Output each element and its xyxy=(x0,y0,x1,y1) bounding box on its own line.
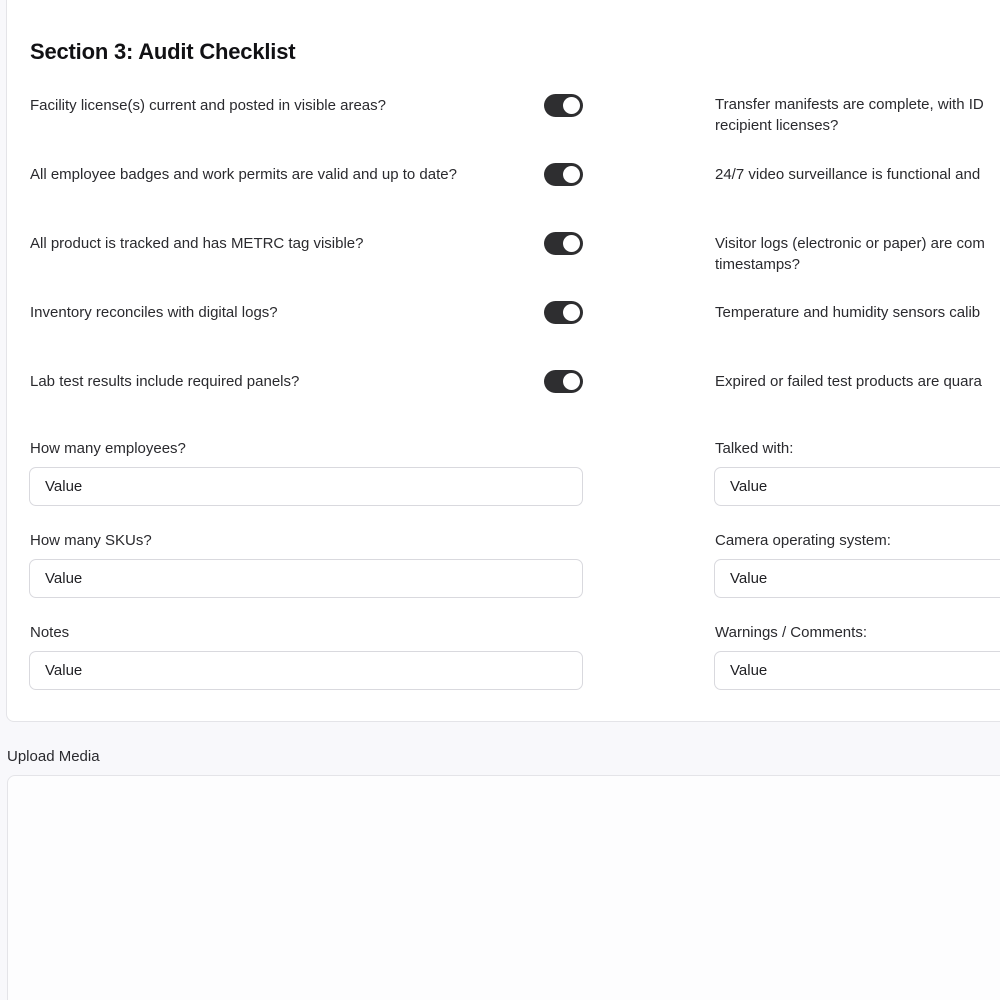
camera-os-label: Camera operating system: xyxy=(715,532,891,549)
notes-label: Notes xyxy=(30,624,70,641)
warnings-comments-input[interactable] xyxy=(714,651,1000,690)
checklist-question-manifests: Transfer manifests are complete, with ID recipient licenses? xyxy=(715,96,984,134)
checklist-question-expired-products: Expired or failed test products are quara xyxy=(715,373,982,390)
checklist-question-badges: All employee badges and work permits are valid and up to date? xyxy=(30,166,457,183)
toggle-badges[interactable] xyxy=(544,163,583,186)
audit-checklist-card xyxy=(6,0,1000,722)
toggle-knob xyxy=(563,166,580,183)
checklist-question-visitor-logs: Visitor logs (electronic or paper) are com timestamps? xyxy=(715,235,985,273)
talked-with-input[interactable] xyxy=(714,467,1000,506)
toggle-knob xyxy=(563,373,580,390)
skus-label: How many SKUs? xyxy=(30,532,152,549)
skus-input[interactable] xyxy=(29,559,583,598)
checklist-question-metrc: All product is tracked and has METRC tag visible? xyxy=(30,235,364,252)
toggle-license[interactable] xyxy=(544,94,583,117)
notes-input[interactable] xyxy=(29,651,583,690)
employees-label: How many employees? xyxy=(30,440,186,457)
toggle-metrc[interactable] xyxy=(544,232,583,255)
talked-with-label: Talked with: xyxy=(715,440,794,457)
toggle-knob xyxy=(563,235,580,252)
upload-media-dropzone[interactable] xyxy=(7,775,1000,1000)
checklist-question-surveillance: 24/7 video surveillance is functional and xyxy=(715,166,981,183)
toggle-lab-tests[interactable] xyxy=(544,370,583,393)
checklist-question-sensors: Temperature and humidity sensors calib xyxy=(715,304,981,321)
section-title: Section 3: Audit Checklist xyxy=(30,39,296,64)
camera-os-input[interactable] xyxy=(714,559,1000,598)
toggle-knob xyxy=(563,97,580,114)
checklist-question-license: Facility license(s) current and posted in visible areas? xyxy=(30,97,386,114)
checklist-question-inventory: Inventory reconciles with digital logs? xyxy=(30,304,278,321)
checklist-question-lab-tests: Lab test results include required panels? xyxy=(30,373,300,390)
toggle-knob xyxy=(563,304,580,321)
employees-input[interactable] xyxy=(29,467,583,506)
upload-media-label: Upload Media xyxy=(7,748,100,765)
warnings-comments-label: Warnings / Comments: xyxy=(715,624,867,641)
toggle-inventory[interactable] xyxy=(544,301,583,324)
